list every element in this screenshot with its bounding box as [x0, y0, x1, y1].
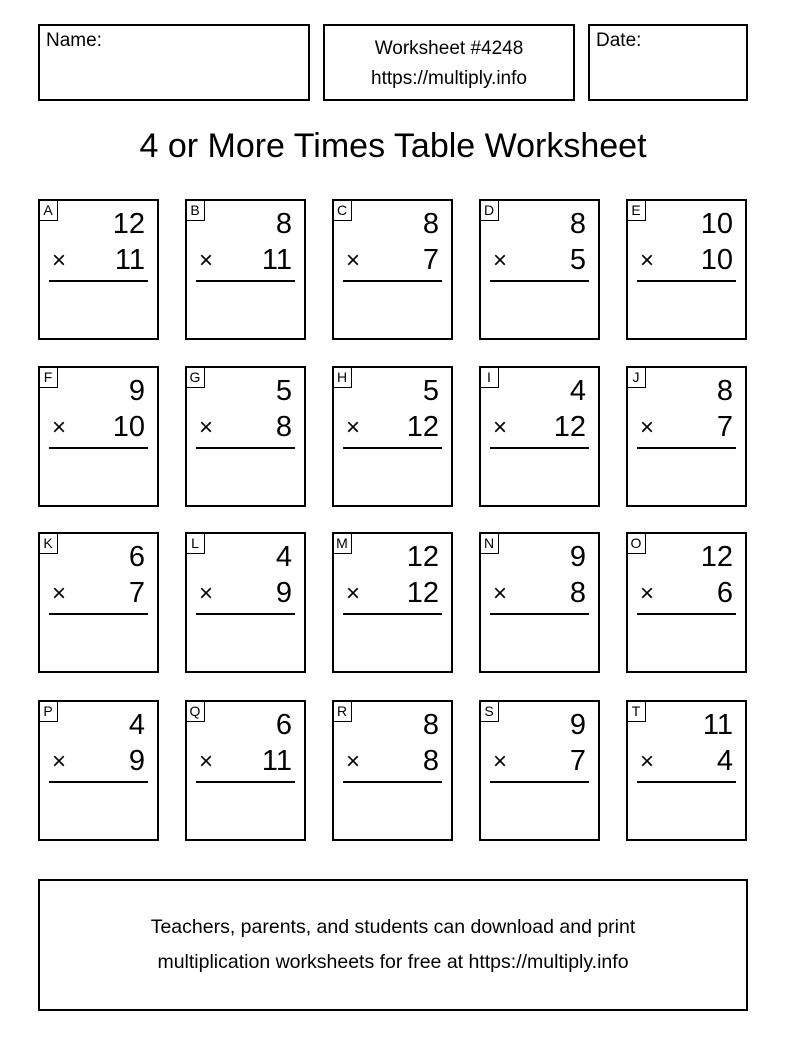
problem-label: E — [626, 199, 646, 221]
name-box[interactable] — [38, 24, 310, 101]
multiplicand: 5 — [275, 375, 292, 407]
problem-label: S — [479, 700, 499, 722]
answer-line — [490, 613, 589, 615]
name-label: Name: — [46, 30, 102, 51]
problem-card[interactable] — [332, 366, 453, 507]
multiplier: 12 — [553, 411, 586, 443]
problem-card[interactable] — [332, 199, 453, 340]
problem-card[interactable] — [38, 532, 159, 673]
answer-line — [343, 613, 442, 615]
site-url: https://multiply.info — [371, 68, 527, 89]
multiplicand: 12 — [406, 541, 439, 573]
multiplicand: 6 — [128, 541, 145, 573]
times-sign: × — [640, 580, 655, 607]
worksheet-info-box — [323, 24, 575, 101]
problem-card[interactable] — [38, 199, 159, 340]
problem-label: N — [479, 532, 499, 554]
problem-card[interactable] — [185, 366, 306, 507]
problem-card[interactable] — [626, 199, 747, 340]
answer-line — [637, 613, 736, 615]
problem-card[interactable] — [479, 366, 600, 507]
problem-label: C — [332, 199, 352, 221]
answer-line — [49, 447, 148, 449]
problem-card[interactable] — [185, 532, 306, 673]
times-sign: × — [52, 247, 67, 274]
multiplicand: 12 — [112, 208, 145, 240]
multiplicand: 8 — [275, 208, 292, 240]
multiplicand: 5 — [422, 375, 439, 407]
problem-label: P — [38, 700, 58, 722]
problem-label: B — [185, 199, 205, 221]
problem-card[interactable] — [185, 199, 306, 340]
problem-label: G — [185, 366, 205, 388]
problem-card[interactable] — [185, 700, 306, 841]
problem-label: J — [626, 366, 646, 388]
times-sign: × — [199, 748, 214, 775]
problem-label: I — [479, 366, 499, 388]
multiplier: 10 — [700, 244, 733, 276]
times-sign: × — [640, 247, 655, 274]
problem-card[interactable] — [38, 366, 159, 507]
multiplicand: 12 — [700, 541, 733, 573]
problem-card[interactable] — [626, 700, 747, 841]
times-sign: × — [199, 414, 214, 441]
answer-line — [637, 447, 736, 449]
multiplier: 9 — [275, 577, 292, 609]
problem-card[interactable] — [479, 700, 600, 841]
footer-line-1: Teachers, parents, and students can download and print — [150, 916, 636, 938]
footer-line-2: multiplication worksheets for free at https://multiply.info — [157, 951, 629, 973]
multiplicand: 9 — [128, 375, 145, 407]
multiplier: 4 — [716, 745, 733, 777]
multiplicand: 9 — [569, 709, 586, 741]
multiplicand: 8 — [716, 375, 733, 407]
times-sign: × — [52, 414, 67, 441]
problem-label: H — [332, 366, 352, 388]
answer-line — [49, 781, 148, 783]
answer-line — [196, 613, 295, 615]
answer-line — [343, 280, 442, 282]
multiplicand: 8 — [422, 208, 439, 240]
multiplicand: 11 — [702, 709, 733, 741]
multiplier: 9 — [128, 745, 145, 777]
problem-label: O — [626, 532, 646, 554]
multiplier: 12 — [406, 411, 439, 443]
answer-line — [49, 280, 148, 282]
multiplicand: 8 — [569, 208, 586, 240]
date-box[interactable] — [588, 24, 748, 101]
times-sign: × — [493, 247, 508, 274]
date-label: Date: — [596, 30, 642, 51]
times-sign: × — [52, 580, 67, 607]
problem-label: K — [38, 532, 58, 554]
times-sign: × — [346, 748, 361, 775]
multiplier: 8 — [275, 411, 292, 443]
multiplier: 8 — [569, 577, 586, 609]
problem-card[interactable] — [479, 532, 600, 673]
problem-card[interactable] — [38, 700, 159, 841]
answer-line — [490, 280, 589, 282]
multiplicand: 8 — [422, 709, 439, 741]
problem-label: T — [626, 700, 646, 722]
problem-label: R — [332, 700, 352, 722]
multiplicand: 4 — [275, 541, 292, 573]
problem-card[interactable] — [479, 199, 600, 340]
problem-card[interactable] — [332, 700, 453, 841]
answer-line — [196, 447, 295, 449]
multiplicand: 6 — [275, 709, 292, 741]
multiplier: 11 — [261, 745, 292, 777]
multiplier: 10 — [112, 411, 145, 443]
multiplier: 7 — [569, 745, 586, 777]
problem-label: M — [332, 532, 352, 554]
problem-label: D — [479, 199, 499, 221]
problem-label: A — [38, 199, 58, 221]
times-sign: × — [346, 247, 361, 274]
times-sign: × — [199, 247, 214, 274]
multiplicand: 10 — [700, 208, 733, 240]
multiplier: 8 — [422, 745, 439, 777]
multiplicand: 9 — [569, 541, 586, 573]
answer-line — [490, 781, 589, 783]
answer-line — [343, 447, 442, 449]
multiplier: 7 — [422, 244, 439, 276]
answer-line — [490, 447, 589, 449]
times-sign: × — [346, 414, 361, 441]
multiplier: 7 — [128, 577, 145, 609]
multiplicand: 4 — [569, 375, 586, 407]
worksheet-id: Worksheet #4248 — [374, 38, 524, 59]
times-sign: × — [493, 414, 508, 441]
answer-line — [49, 613, 148, 615]
times-sign: × — [493, 748, 508, 775]
times-sign: × — [52, 748, 67, 775]
problem-label: F — [38, 366, 58, 388]
multiplier: 11 — [114, 244, 145, 276]
problem-label: L — [185, 532, 205, 554]
answer-line — [343, 781, 442, 783]
times-sign: × — [346, 580, 361, 607]
answer-line — [196, 781, 295, 783]
answer-line — [196, 280, 295, 282]
multiplier: 5 — [569, 244, 586, 276]
times-sign: × — [640, 414, 655, 441]
answer-line — [637, 781, 736, 783]
multiplier: 11 — [261, 244, 292, 276]
multiplier: 6 — [716, 577, 733, 609]
problem-card[interactable] — [626, 532, 747, 673]
answer-line — [637, 280, 736, 282]
times-sign: × — [199, 580, 214, 607]
times-sign: × — [640, 748, 655, 775]
page-title: 4 or More Times Table Worksheet — [139, 127, 647, 165]
multiplier: 7 — [716, 411, 733, 443]
footer-box — [38, 879, 748, 1011]
times-sign: × — [493, 580, 508, 607]
multiplicand: 4 — [128, 709, 145, 741]
problem-card[interactable] — [332, 532, 453, 673]
problem-card[interactable] — [626, 366, 747, 507]
multiplier: 12 — [406, 577, 439, 609]
problem-label: Q — [185, 700, 205, 722]
